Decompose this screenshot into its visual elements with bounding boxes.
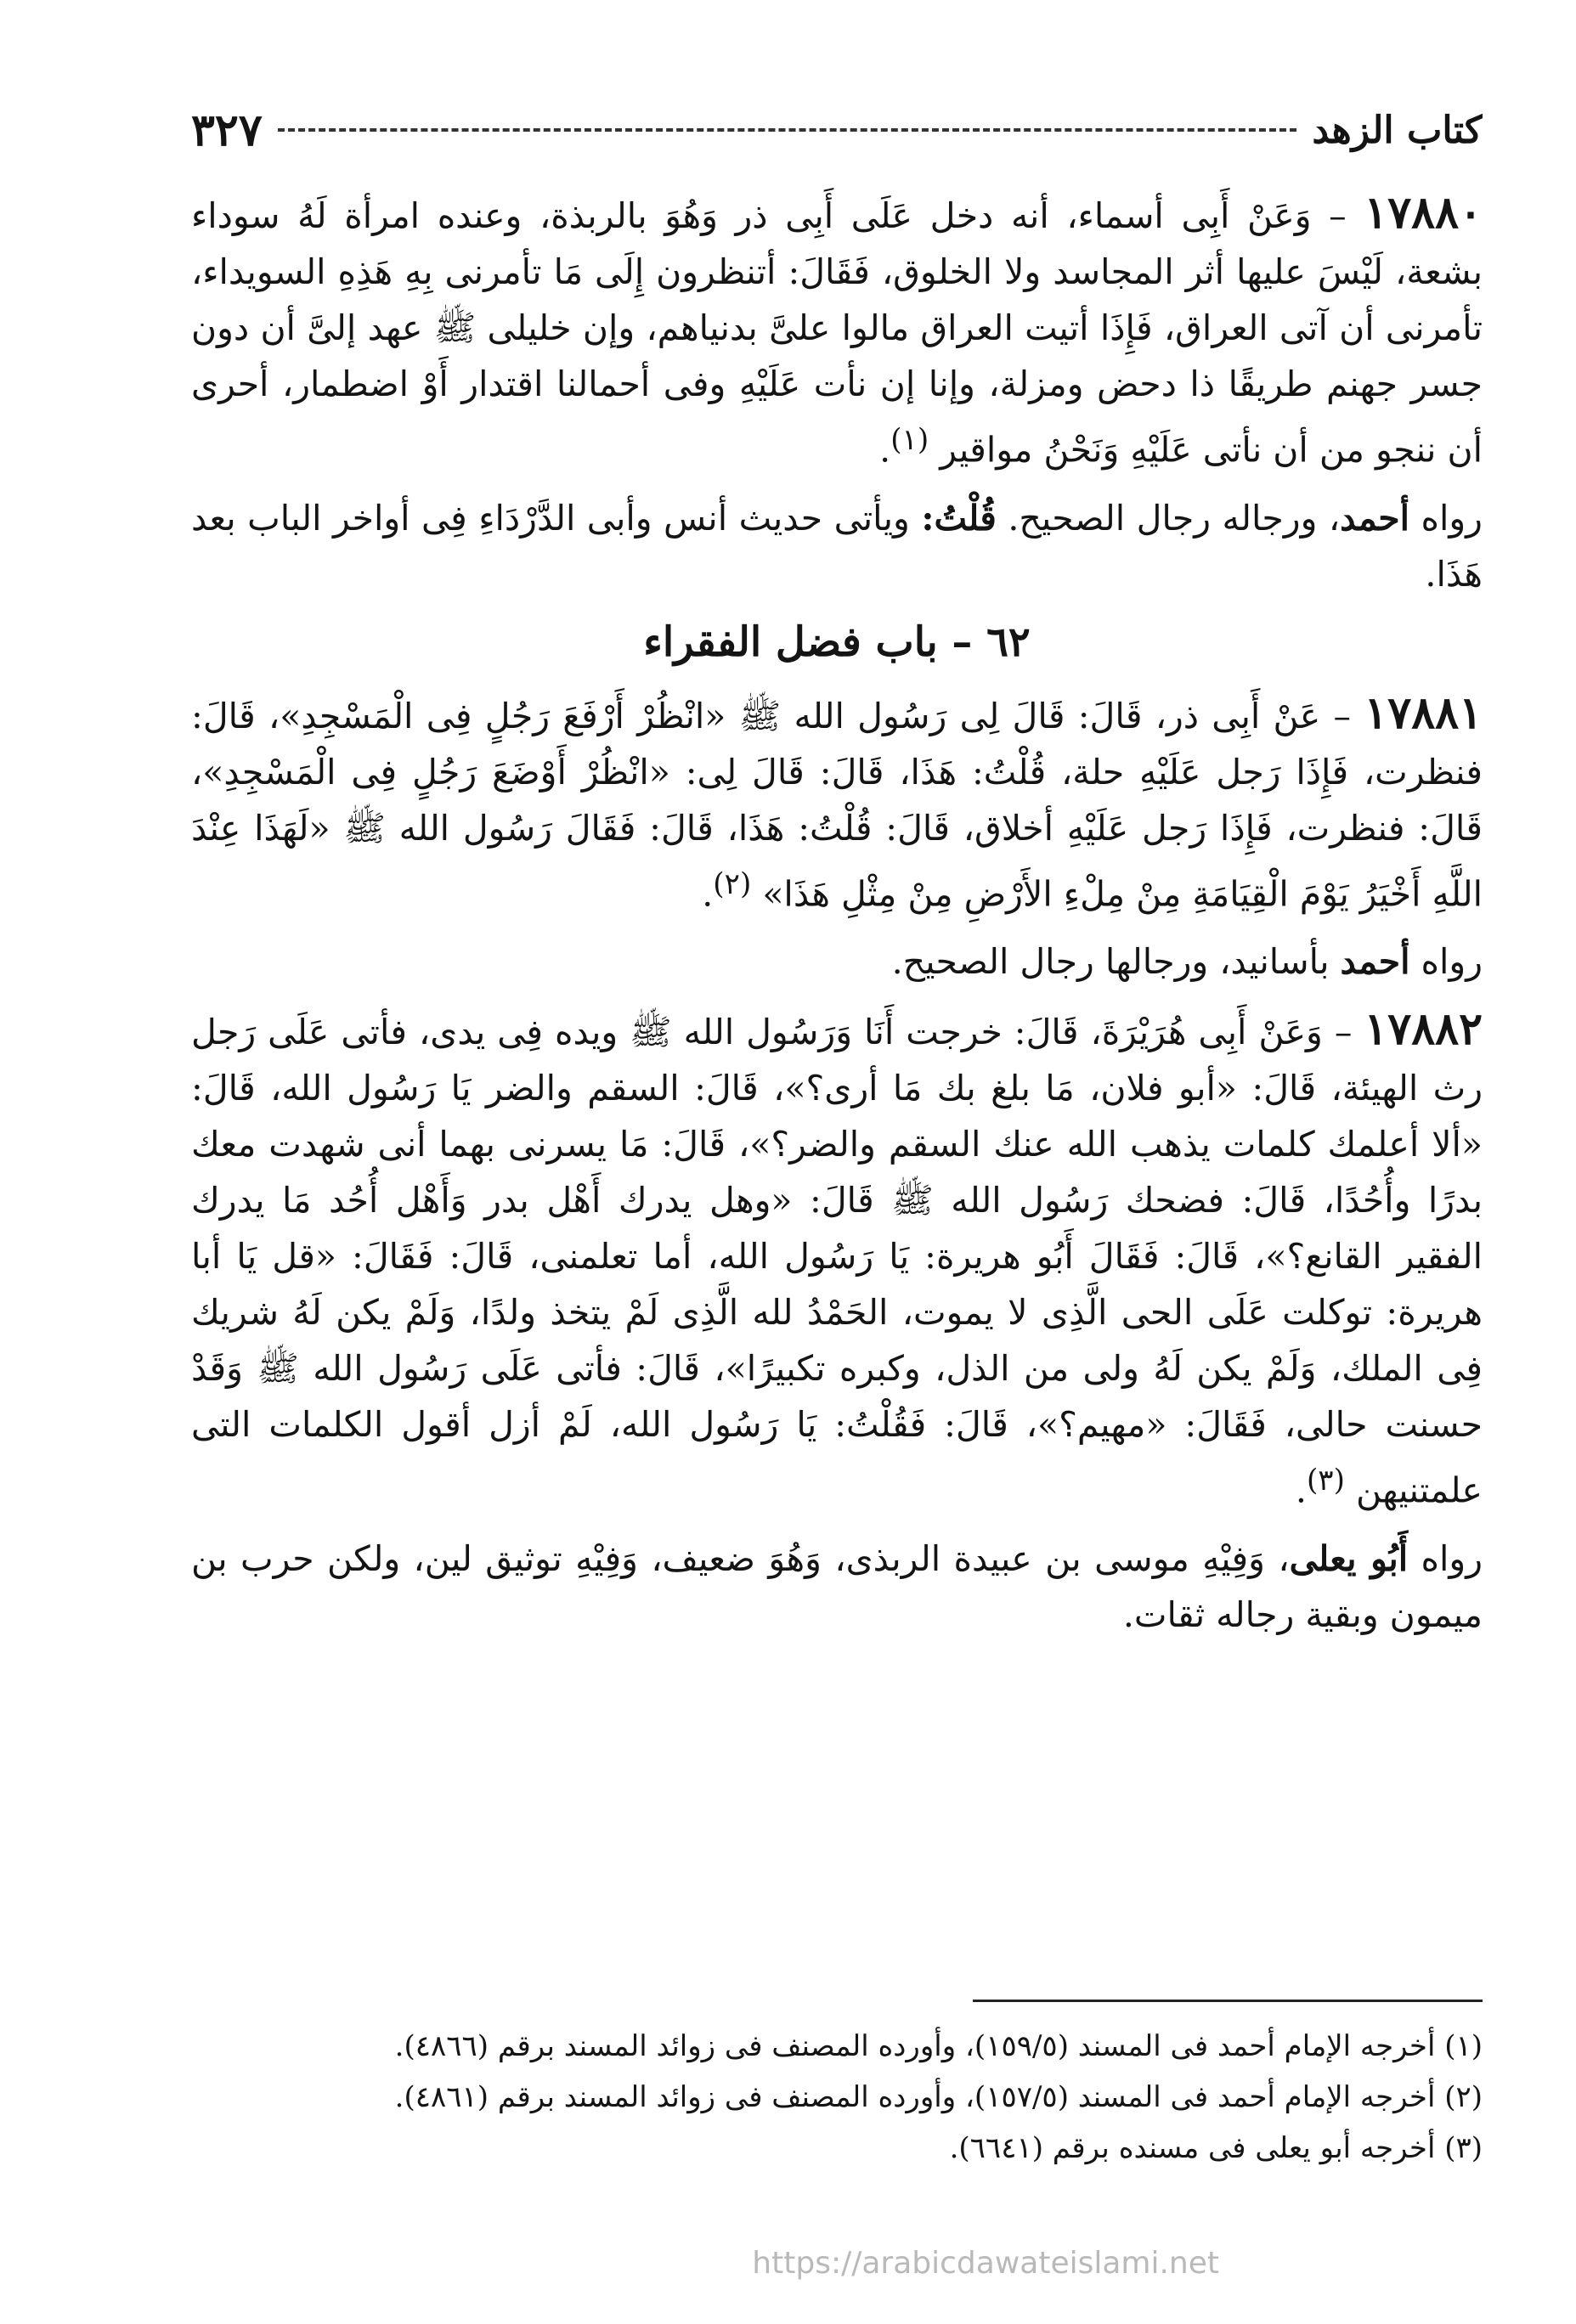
footnote-ref-2: (٢) (713, 866, 752, 901)
hadith-17881-source (191, 934, 1483, 990)
book-page (191, 100, 1483, 2283)
hadith-17880-source (191, 490, 1483, 602)
hadith-number: ١٧٨٨٢ (1364, 1003, 1483, 1056)
chapter-title: ٦٢ – باب فضل الفقراء (643, 618, 1031, 666)
hadith-17882 (191, 1001, 1483, 1519)
hadith-dash: – (1322, 1012, 1353, 1053)
source-suffix: ويأتى حديث أنس وأبى الدَّرْدَاءِ فِى أواخر الباب بعد هَذَا. (191, 497, 1483, 595)
qultu-label: قُلْتُ: (921, 497, 997, 539)
hadith-dash: – (1311, 195, 1347, 236)
full-stop: . (879, 429, 891, 471)
running-header (191, 100, 1483, 160)
header-dashed-rule (278, 128, 1297, 132)
source-narrator: أَبُو يعلى (1289, 1537, 1409, 1579)
hadith-number: ١٧٨٨٠ (1364, 187, 1483, 239)
footnote-1: (١) أخرجه الإمام أحمد فى المسند (١٥٩/٥)، وأورده المصنف فى زوائد المسند برقم (٤٨٦٦). (394, 2029, 1483, 2063)
hadith-dash: – (1320, 695, 1352, 736)
footnotes (191, 2000, 1483, 2174)
book-title: كتاب الزهد (1312, 108, 1483, 152)
watermark-url: https://arabicdawateislami.net (752, 2246, 1219, 2281)
full-stop: . (702, 873, 714, 915)
source-narrator: أحمد (1340, 497, 1410, 539)
footnote-ref-1: (١) (890, 423, 929, 457)
footnote-2: (٢) أخرجه الإمام أحمد فى المسند (١٥٧/٥)، وأورده المصنف فى زوائد المسند برقم (٤٨٦١). (394, 2080, 1483, 2114)
page-number: ٣٢٧ (191, 104, 263, 156)
hadith-number: ١٧٨٨١ (1364, 686, 1483, 739)
source-suffix: بأسانيد، ورجالها رجال الصحيح. (891, 941, 1341, 983)
body-text (191, 185, 1483, 1643)
source-prefix: رواه (1409, 941, 1483, 983)
hadith-17881 (191, 685, 1483, 922)
source-prefix: رواه (1408, 1537, 1483, 1579)
hadith-text: عَنْ أَبِى ذر، قَالَ: قَالَ لِى رَسُول الله ﷺ «انْظُرْ أَرْفَعَ رَجُلٍ فِى الْمَسْجِدِ»، قَالَ: فنظرت، فَإِذَا رَجل عَلَيْهِ حلة، قُلْتُ: هَذَا، قَالَ: قَالَ لِى: «انْظُرْ أَوْضَعَ رَجُلٍ فِى الْمَسْجِدِ»، قَالَ: فنظرت، فَإِذَا رَجل عَلَيْهِ أخلاق، قَالَ: قُلْتُ: هَذَا، قَالَ: فَقَالَ رَسُول الله ﷺ «لَهَذَا عِنْدَ اللَّهِ أَخْيَرُ يَوْمَ الْقِيَامَةِ مِنْ مِلْءِ الأَرْضِ مِنْ مِثْلِ هَذَا» (191, 695, 1483, 915)
source-middle: ، ورجاله رجال الصحيح. (996, 497, 1341, 539)
source-prefix: رواه (1409, 497, 1483, 539)
footnote-ref-3: (٣) (1306, 1464, 1345, 1498)
hadith-17882-source (191, 1531, 1483, 1643)
source-suffix: ، وَفِيْهِ موسى بن عبيدة الربذى، وَهُوَ ضعيف، وَفِيْهِ توثيق لين، ولكن حرب بن ميمون وبقية رجاله ثقات. (191, 1537, 1483, 1635)
footnote-separator (973, 2000, 1483, 2002)
hadith-text: وَعَنْ أَبِى هُرَيْرَةَ، قَالَ: خرجت أَنَا وَرَسُول الله ﷺ ويده فِى يدى، فأتى عَلَى رَجل رث الهيئة، قَالَ: «أبو فلان، مَا بلغ بك مَا أرى؟»، قَالَ: السقم والضر يَا رَسُول الله، قَالَ: «ألا أعلمك كلمات يذهب الله عنك السقم والضر؟»، قَالَ: مَا يسرنى بهما أنى شهدت معك بدرًا وأُحُدًا، قَالَ: فضحك رَسُول الله ﷺ قَالَ: «وهل يدرك أَهْل بدر وَأَهْل أُحُد مَا يدرك الفقير القانع؟»، قَالَ: فَقَالَ أَبُو هريرة: يَا رَسُول الله، أما تعلمنى، قَالَ: فَقَالَ: «قل يَا أبا هريرة: توكلت عَلَى الحى الَّذِى لا يموت، الحَمْدُ لله الَّذِى لَمْ يتخذ ولدًا، وَلَمْ يكن لَهُ شريك فِى الملك، وَلَمْ يكن لَهُ ولى من الذل، وكبره تكبيرًا»، قَالَ: فأتى عَلَى رَسُول الله ﷺ وَقَدْ حسنت حالى، فَقَالَ: «مهيم؟»، قَالَ: فَقُلْتُ: يَا رَسُول الله، لَمْ أزل أقول الكلمات التى علمتنيهن (191, 1012, 1483, 1511)
hadith-text: وَعَنْ أَبِى أسماء، أنه دخل عَلَى أَبِى ذر وَهُوَ بالربذة، وعنده امرأة لَهُ سوداء بشعة، لَيْسَ عليها أثر المجاسد ولا الخلوق، فَقَالَ: أتنظرون إِلَى مَا تأمرنى بِهِ هَذِهِ السويداء، تأمرنى أن آتى العراق، فَإِذَا أتيت العراق مالوا علىَّ بدنياهم، وإن خليلى ﷺ عهد إلىَّ أن دون جسر جهنم طريقًا ذا دحض ومزلة، وإنا إن نأت عَلَيْهِ وفى أحمالنا اقتدار أَوْ اضطمار، أحرى أن ننجو من أن نأتى عَلَيْهِ وَنَحْنُ مواقير (191, 195, 1483, 471)
full-stop: . (1295, 1469, 1307, 1511)
footnote-3: (٣) أخرجه أبو يعلى فى مسنده برقم (٦٦٤١). (949, 2131, 1483, 2165)
source-narrator: أحمد (1340, 941, 1410, 983)
hadith-17880 (191, 185, 1483, 478)
